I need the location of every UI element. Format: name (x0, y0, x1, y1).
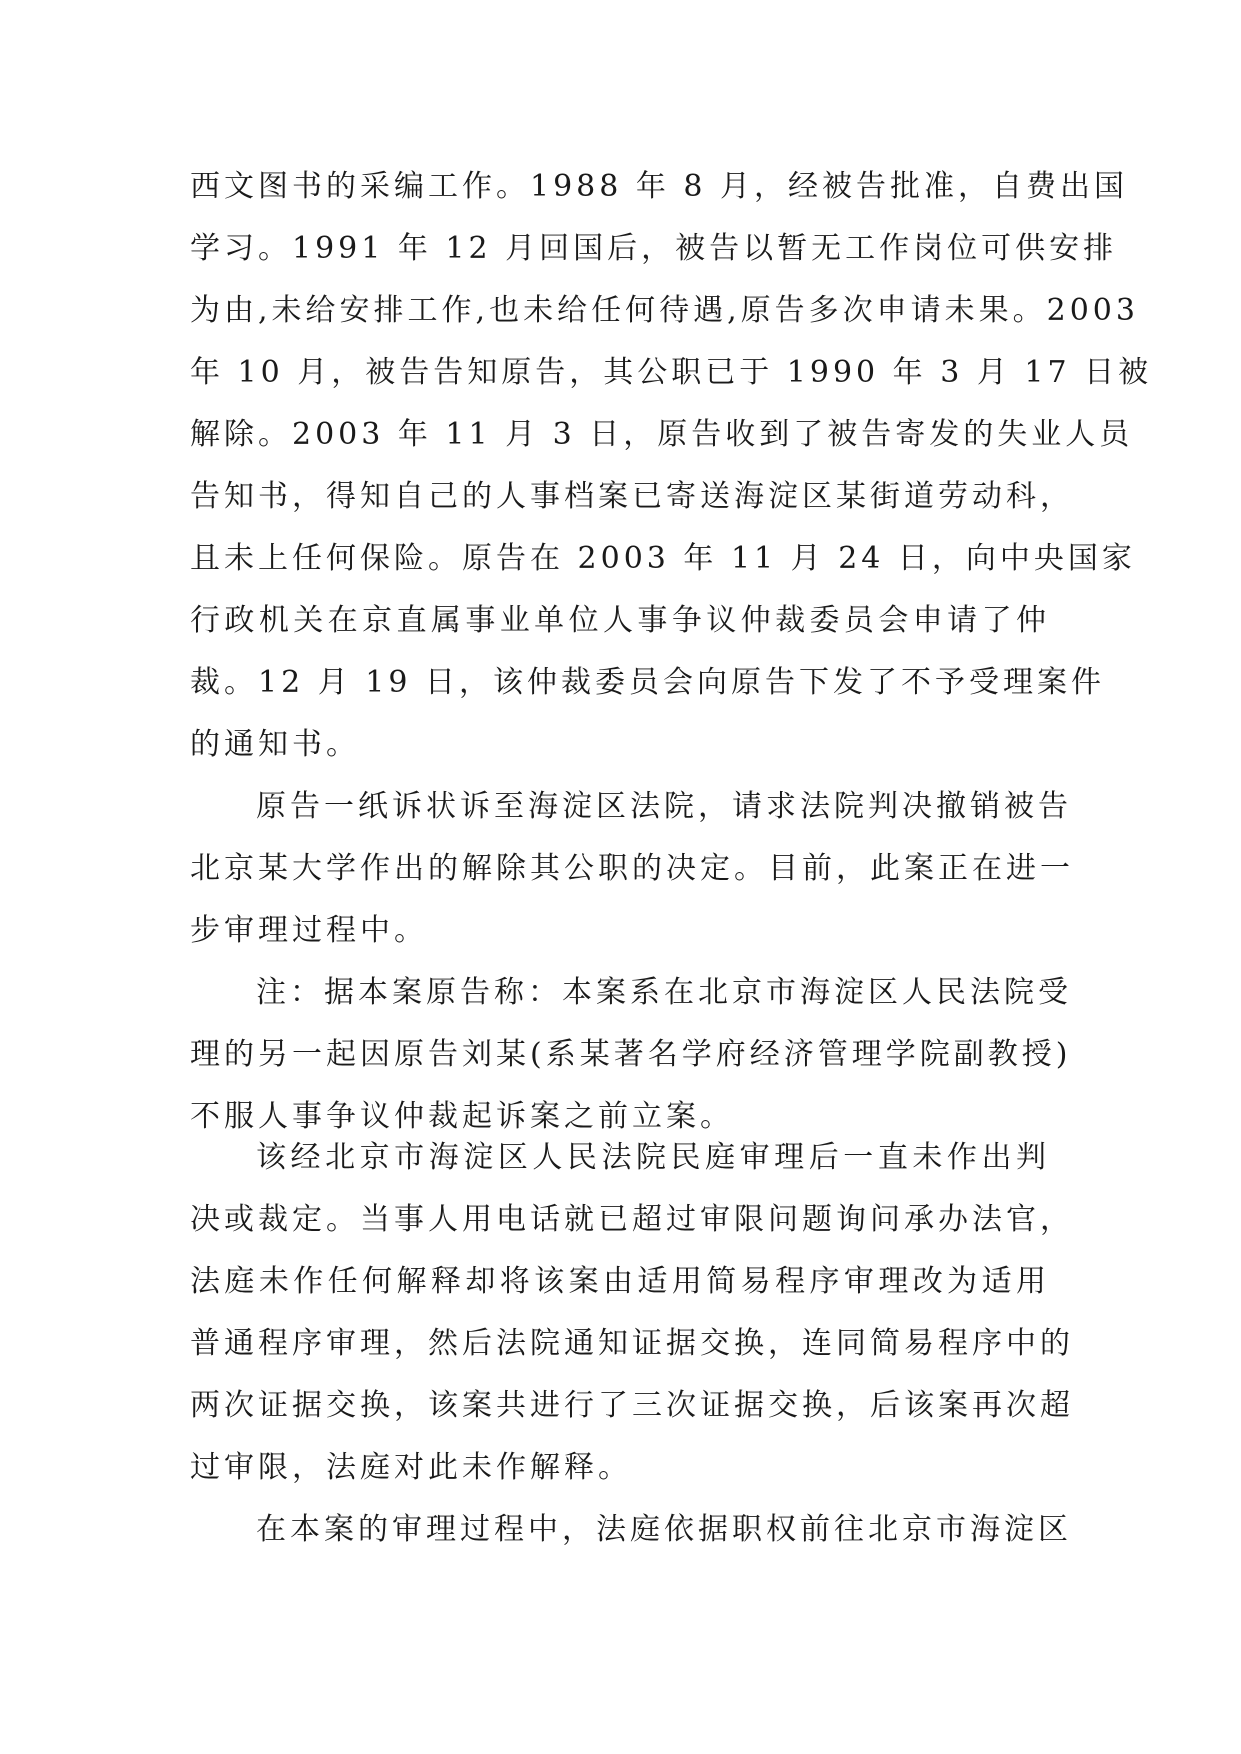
text-line: 过审限，法庭对此未作解释。 (190, 1450, 632, 1485)
text-section-2 (190, 1127, 1074, 1561)
text-line: 在本案的审理过程中，法庭依据职权前往北京市海淀区 (256, 1512, 1072, 1547)
text-line: 年 10 月，被告告知原告，其公职已于 1990 年 3 月 17 日被 (190, 355, 1153, 390)
text-line: 原告一纸诉状诉至海淀区法院，请求法院判决撤销被告 (256, 789, 1072, 824)
text-line: 步审理过程中。 (190, 913, 428, 948)
paragraph-trial-delay (190, 1127, 1074, 1499)
text-line: 告知书，得知自己的人事档案已寄送海淀区某街道劳动科， (190, 479, 1074, 514)
text-line: 为由,未给安排工作,也未给任何待遇,原告多次申请未果。2003 (190, 293, 1139, 328)
text-line: 决或裁定。当事人用电话就已超过审限问题询问承办法官， (190, 1202, 1074, 1237)
text-line: 该经北京市海淀区人民法院民庭审理后一直未作出判 (256, 1140, 1050, 1175)
text-line: 理的另一起因原告刘某(系某著名学府经济管理学院副教授) (190, 1037, 1072, 1072)
text-line: 北京某大学作出的解除其公职的决定。目前，此案正在进一 (190, 851, 1074, 886)
paragraph-lawsuit (190, 776, 1074, 962)
text-line: 普通程序审理，然后法院通知证据交换，连同简易程序中的 (190, 1326, 1074, 1361)
text-line: 西文图书的采编工作。1988 年 8 月，经被告批准，自费出国 (190, 169, 1129, 204)
text-line: 解除。2003 年 11 月 3 日，原告收到了被告寄发的失业人员 (190, 417, 1134, 452)
text-line: 注：据本案原告称：本案系在北京市海淀区人民法院受 (256, 975, 1072, 1010)
text-line: 两次证据交换，该案共进行了三次证据交换，后该案再次超 (190, 1388, 1074, 1423)
text-line: 行政机关在京直属事业单位人事争议仲裁委员会申请了仲 (190, 603, 1050, 638)
text-line: 学习。1991 年 12 月回国后，被告以暂无工作岗位可供安排 (190, 231, 1118, 266)
text-line: 的通知书。 (190, 727, 360, 762)
text-line: 不服人事争议仲裁起诉案之前立案。 (190, 1099, 734, 1134)
paragraph-note (190, 962, 1072, 1148)
paragraph-trial-process (190, 1499, 1072, 1561)
text-section-1 (190, 156, 1153, 1148)
text-line: 法庭未作任何解释却将该案由适用简易程序审理改为适用 (190, 1264, 1050, 1299)
text-line: 裁。12 月 19 日，该仲裁委员会向原告下发了不予受理案件 (190, 665, 1105, 700)
text-line: 且未上任何保险。原告在 2003 年 11 月 24 日，向中央国家 (190, 541, 1136, 576)
paragraph-case-background (190, 156, 1153, 776)
